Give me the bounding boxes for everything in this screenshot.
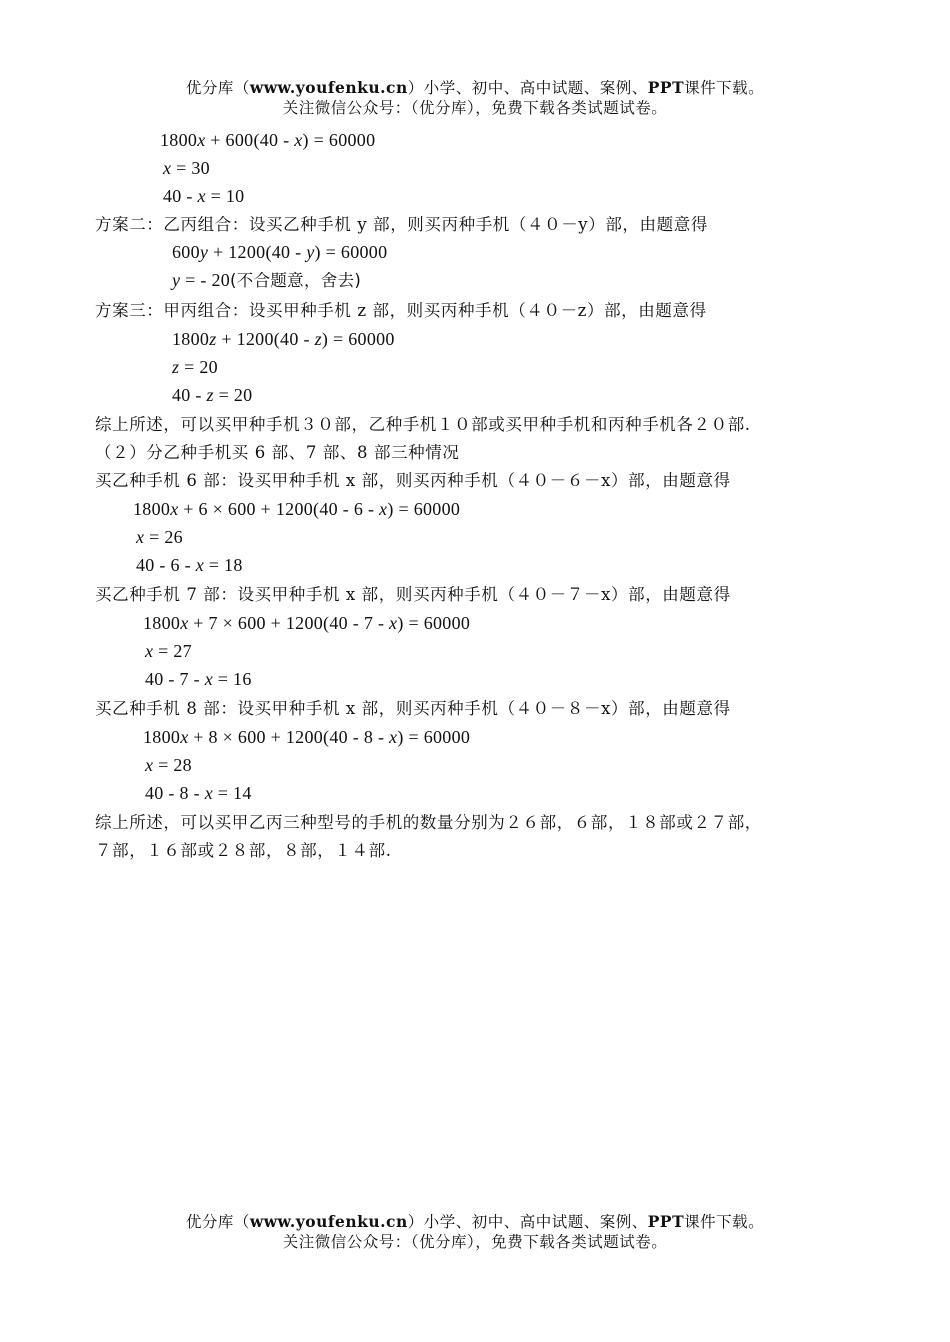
text-line: 买乙种手机 7 部：设买甲种手机 x 部，则买丙种手机（４０－７－x）部，由题意得 <box>95 585 731 604</box>
equation: 40 - 7 - x = 16 <box>145 669 252 689</box>
text-line: 综上所述，可以买甲乙丙三种型号的手机的数量分别为２６部，６部，１８部或２７部， <box>95 813 762 832</box>
text-line: 综上所述，可以买甲种手机３０部，乙种手机１０部或买甲种手机和丙种手机各２０部. <box>95 415 751 434</box>
equation: 1800x + 600(40 - x) = 60000 <box>160 130 376 150</box>
header-line-2: 关注微信公众号：（优分库），免费下载各类试题试卷。 <box>282 99 668 117</box>
equation: x = 26 <box>136 527 183 547</box>
footer-line-1: 优分库（www.youfenku.cn）小学、初中、高中试题、案例、PPT课件下载。 <box>185 1212 765 1231</box>
footer-url: www.youfenku.cn <box>249 1212 408 1231</box>
header-line-1: 优分库（www.youfenku.cn）小学、初中、高中试题、案例、PPT课件下载。 <box>185 78 765 97</box>
text-line: 方案二：乙丙组合：设买乙种手机 y 部，则买丙种手机（４０－y）部，由题意得 <box>95 215 708 234</box>
equation: 40 - 8 - x = 14 <box>145 783 252 803</box>
equation: 40 - 6 - x = 18 <box>136 555 243 575</box>
page-header <box>0 78 950 118</box>
equation: x = 30 <box>163 158 210 178</box>
footer-line-2: 关注微信公众号：（优分库），免费下载各类试题试卷。 <box>282 1233 668 1251</box>
text-line: 方案三：甲丙组合：设买甲种手机 z 部，则买丙种手机（４０－z）部，由题意得 <box>95 301 707 320</box>
header-url: www.youfenku.cn <box>249 78 408 97</box>
page-footer <box>0 1212 950 1252</box>
equation: 40 - z = 20 <box>172 385 253 405</box>
equation: z = 20 <box>172 357 218 377</box>
text-line: 买乙种手机 8 部：设买甲种手机 x 部，则买丙种手机（４０－８－x）部，由题意得 <box>95 699 731 718</box>
equation: x = 28 <box>145 755 192 775</box>
equation: 40 - x = 10 <box>163 186 245 206</box>
text-line: 买乙种手机 6 部：设买甲种手机 x 部，则买丙种手机（４０－６－x）部，由题意得 <box>95 471 731 490</box>
equation: 1800x + 7 × 600 + 1200(40 - 7 - x) = 60000 <box>143 613 471 633</box>
equation: 1800x + 8 × 600 + 1200(40 - 8 - x) = 60000 <box>143 727 471 747</box>
text-line: （２）分乙种手机买 6 部、7 部、8 部三种情况 <box>95 443 460 462</box>
equation: x = 27 <box>145 641 192 661</box>
equation: y = - 20(不合题意，舍去) <box>172 270 362 290</box>
equation: 1800z + 1200(40 - z) = 60000 <box>172 329 395 349</box>
equation: 600y + 1200(40 - y) = 60000 <box>172 242 388 262</box>
equation: 1800x + 6 × 600 + 1200(40 - 6 - x) = 60000 <box>133 499 461 519</box>
text-line: ７部，１６部或２８部，８部，１４部. <box>95 841 392 860</box>
